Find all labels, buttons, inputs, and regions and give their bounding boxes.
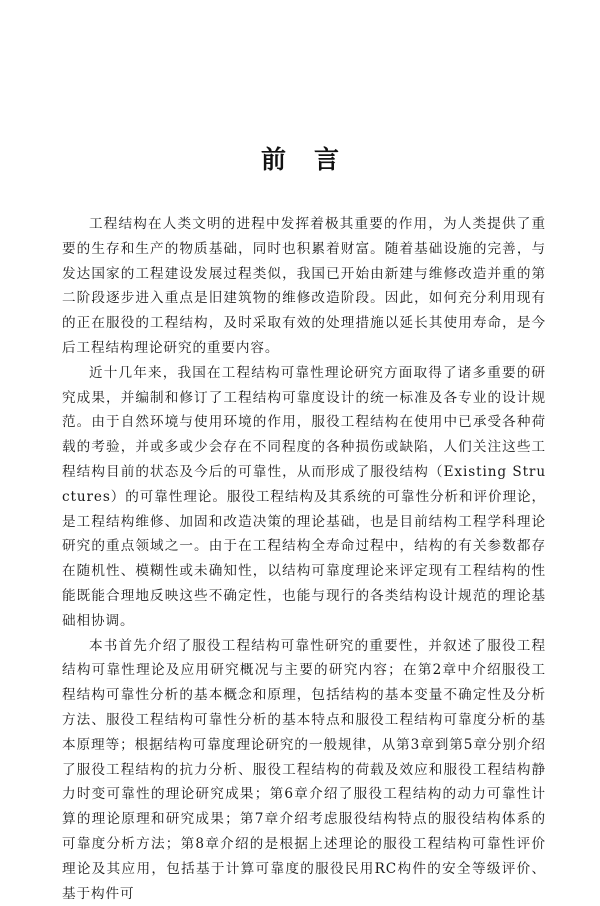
paragraph: 本书首先介绍了服役工程结构可靠性研究的重要性，并叙述了服役工程结构可靠性理论及应用研究概况与主要的研究内容；在第2章中介绍服役工程结构可靠性分析的基本概念和原理，包括结构的基本变量不确定性及分析方法、服役工程结构可靠性分析的基本特点和服役工程结构可靠度分析的基本原理等；根据结构可靠度理论研究的一般规律，从第3章到第5章分别介绍了服役工程结构的抗力分析、服役工程结构的荷载及效应和服役工程结构静力时变可靠性的理论研究成果；第6章介绍了服役工程结构的动力可靠性计算的理论原理和研究成果；第7章介绍考虑服役结构特点的服役结构体系的可靠度分析方法；第8章介绍的是根据上述理论的服役工程结构可靠性评价理论及其应用，包括基于计算可靠度的服役民用RC构件的安全等级评价、基于构件可 (62, 637, 546, 902)
paragraph: 工程结构在人类文明的进程中发挥着极其重要的作用，为人类提供了重要的生存和生产的物质基础，同时也积累着财富。随着基础设施的完善，与发达国家的工程建设发展过程类似，我国已开始由新建与维修改造并重的第二阶段逐步进入重点是旧建筑物的维修改造阶段。因此，如何充分利用现有的正在服役的工程结构，及时采取有效的处理措施以延长其使用寿命，是今后工程结构理论研究的重要内容。 (62, 216, 546, 356)
page-title: 前言 (260, 145, 367, 174)
preface-body (62, 212, 546, 906)
paragraph: 近十几年来，我国在工程结构可靠性理论研究方面取得了诸多重要的研究成果，并编制和修订了工程结构可靠度设计的统一标准及各专业的设计规范。由于自然环境与使用环境的作用，服役工程结构在使用中已承受各种荷载的考验，并或多或少会存在不同程度的各种损伤或缺陷，人们关注这些工程结构目前的状态及今后的可靠性，从而形成了服役结构（Existing Structures）的可靠性理论。服役工程结构及其系统的可靠性分析和评价理论，是工程结构维修、加固和改造决策的理论基础，也是目前结构工程学科理论研究的重点领域之一。由于在工程结构全寿命过程中，结构的有关参数都存在随机性、模糊性或未确知性，以结构可靠度理论来评定现有工程结构的性能既能合理地反映这些不确定性，也能与现行的各类结构设计规范的理论基础相协调。 (62, 364, 546, 629)
